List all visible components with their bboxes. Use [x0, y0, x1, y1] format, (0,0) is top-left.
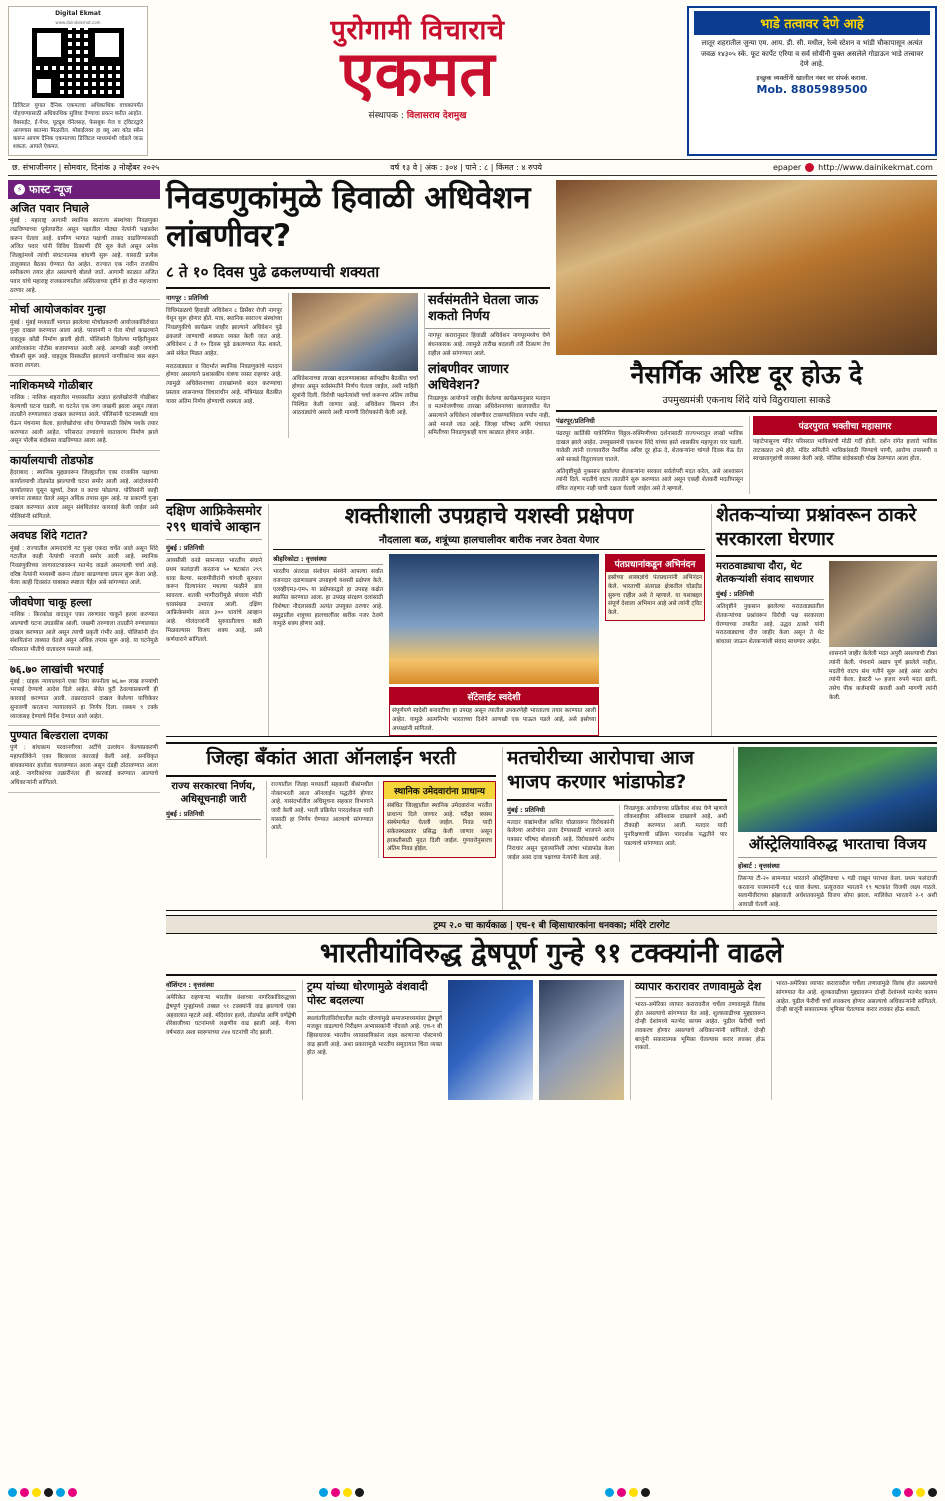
bank-headline: जिल्हा बँकांत आता ऑनलाईन भरती — [206, 747, 456, 770]
rocket-launch-photo — [389, 554, 599, 684]
satellite-story[interactable] — [268, 504, 705, 736]
ad-mobile-label: Mob. — [756, 82, 788, 96]
side-title: जीवघेणा चाकू हल्ला — [10, 595, 92, 609]
satellite-col-3 — [605, 554, 705, 736]
pandharpur-col-2 — [749, 416, 937, 494]
main-column — [166, 180, 937, 911]
list-item[interactable] — [8, 726, 160, 793]
fastnews-sidebar — [8, 180, 160, 911]
lead-col-3 — [424, 293, 550, 439]
bottom-sub1-body: स्थलांतरितांविरोधातील कठोर धोरणांमुळे समाजमाध्यमांवर द्वेषपूर्ण मजकूर वाढल्याचे निरीक्षण अभ्यासकांनी नोंदवले आहे. एच-१ बी व्हिसाधारक भारतीय व्यावसायिकांना लक्ष्य करणाऱ्या पोस्टमध्ये वाढ झाली आहे. अशा प्रकारामुळे भारतीय समुदायात चिंता व्यक्त होत आहे. — [307, 1015, 442, 1057]
list-item[interactable] — [8, 376, 160, 451]
ad-body: लातूर शहरातील जुन्या एम. आय. डी. सी. मधील, रेल्वे स्टेशन व भांडी चौकापासून अत्यंत जवळ १४३०५ स्के. फूट कार्पेट एरिया व सर्व सोयींनी युक्त असलेले गोडाऊन भाडे तत्त्वावर देणे आहे. — [700, 39, 924, 68]
page-content — [8, 180, 937, 911]
bjp-body-1: मतदार याद्यांमधील कथित घोळावरून विरोधकांनी केलेल्या आरोपांना उत्तर देण्यासाठी भाजपने आज पत्रकार परिषद बोलावली आहे. विरोधकांचे आरोप निराधार असून पुराव्यानिशी त्यांचा भांडाफोड केला जाईल असा दावा पक्षाच्या नेत्यांनी केला आहे. — [507, 819, 614, 861]
side-body: नाशिक : नाशिक शहरातील मध्यवस्तीत अज्ञात हल्लेखोरांनी गोळीबार केल्याची घटना घडली. या घटनेत एक जण जखमी झाला असून त्याला तातडीने रुग्णालयात दाखल करण्यात आले. पोलिसांनी घटनास्थळी धाव घेऊन पंचनामा केला. हल्लेखोरांचा शोध घेण्यासाठी विशेष पथके तयार करण्यात आली आहेत. परिसरात तणावाचे वातावरण निर्माण झाले असून पोलीस बंदोबस्त वाढविण्यात आला आहे. — [10, 394, 158, 445]
list-item[interactable] — [8, 451, 160, 526]
qr-caption: डिजिटल युगात दैनिक एकमतचा अधिकाधिक वाचकांपर्यंत पोहचण्यासाठी अधिकाधिक सुविधा देण्याचा प्रयत्न करीत आहोत. वेबसाईट, ई-पेपर, यूट्यूब चॅनेलसह, फेसबुक पेज व ट्विटरद्वारे आपणास बातम्या मिळतील. मोबाईलवर हा क्यू आर कोड स्कॅन करून आपण दैनिक एकमतच्या डिजिटल माध्यमांशी जोडले जाऊ शकता. आपले ऐकमत. — [13, 103, 143, 150]
lead-story — [166, 180, 937, 494]
qr-title: Digital Ekmat — [55, 10, 101, 17]
bottom-sub1-head: ट्रम्प यांच्या धोरणामुळे वंशवादी पोस्ट बदलल्या — [307, 980, 428, 1007]
bottom-col-2[interactable] — [302, 980, 442, 1100]
cb-group-mid1 — [319, 1488, 364, 1497]
side-title: अजित पवार निघाले — [10, 202, 89, 215]
cricket-body: तिसऱ्या टी-२० सामन्यात भारताने ऑस्ट्रेलियाचा ५ गडी राखून पराभव केला. प्रथम फलंदाजी करताना यजमानांनी १८६ धावा केल्या. प्रत्युत्तरात भारताने १९ षटकांत विजयी लक्ष्य गाठले. सलामीवीराच्या झंझावाती अर्धशतकामुळे विजय सोपा झाला. मालिकेत भारताने २-१ अशी आघाडी घेतली आहे. — [738, 876, 937, 909]
list-item[interactable] — [8, 660, 160, 727]
cb-group-right — [892, 1488, 937, 1497]
masthead-title: एकमत — [340, 37, 495, 110]
qr-code-icon[interactable] — [32, 28, 124, 99]
box-headline: पंतप्रधानांकडून अभिनंदन — [606, 555, 704, 572]
satellite-box-1 — [389, 687, 599, 736]
lead-col-2 — [288, 293, 418, 439]
page-title: निवडणुकांमुळे हिवाळी अधिवेशन लांबणीवर? — [166, 180, 531, 254]
lead-sub1-title: सर्वसंमतीने घेतला जाऊ शकतो निर्णय — [428, 292, 539, 324]
edition-infobar — [8, 159, 937, 176]
list-item[interactable] — [8, 526, 160, 593]
epaper-dot-icon — [805, 163, 814, 172]
satellite-body: भारतीय अंतराळ संशोधन संस्थेने आपल्या सर्वात वजनदार दळणवळण उपग्रहाचे यशस्वी प्रक्षेपण केले. एलव्हीएम३-एम५ या प्रक्षेपकाद्वारे हा उपग्रह कक्षेत स्थापित करण्यात आला. हा उपग्रह संरक्षण दलांसाठी विशेषतः नौदलासाठी अत्यंत उपयुक्त ठरणार आहे. समुद्रातील शत्रूच्या हालचालींवर बारीक नजर ठेवणे यामुळे शक्य होणार आहे. — [273, 569, 383, 628]
section-bottom — [166, 915, 937, 1100]
side-title: मोर्चा आयोजकांवर गुन्हा — [10, 303, 106, 317]
cricket-celebration-photo — [738, 747, 937, 832]
lead-subhead: ८ ते १० दिवस पुढे ढकलण्याची शक्यता — [166, 262, 550, 289]
side-title: नाशिकमध्ये गोळीबार — [10, 378, 93, 392]
photo-story-subhead: उपमुख्यमंत्री एकनाथ शिंदे यांचे विठुरायाला साकडे — [556, 393, 937, 412]
bjp-story[interactable] — [502, 747, 727, 910]
side-title: कार्यालयाची तोडफोड — [10, 454, 94, 467]
bottom-sub2-head: व्यापार करारावर तणावामुळे देश — [635, 980, 762, 994]
cricket-story[interactable] — [733, 747, 937, 910]
bottom-visa — [448, 980, 533, 1100]
epaper-label: epaper — [772, 163, 802, 172]
thackeray-body-2: शासनाने जाहीर केलेली मदत अपुरी असल्याची टीका त्यांनी केली. पंचनामे अद्याप पूर्ण झालेले नाहीत, मदतीचे वाटप संथ गतीने सुरू आहे असा आरोप त्यांनी केला. हेक्टरी ५० हजार रुपये मदत द्यावी, तसेच पीक कर्जमाफी करावी अशी मागणी त्यांनी केली. — [829, 651, 937, 701]
advertisement-box[interactable] — [687, 6, 937, 156]
bank-box-body: संबंधित जिल्ह्यातील स्थानिक उमेदवारांना भरतीत प्राधान्य दिले जाणार आहे. परीक्षा त्रयस्थ संस्थेमार्फत घेतली जाईल. निवड यादी संकेतस्थळावर प्रसिद्ध केली जाणार असून हरकतीसाठी मुदत दिली जाईल. गुणवत्तेनुसारच अंतिम निवड होईल. — [387, 803, 492, 853]
cricket-headline: ऑस्ट्रेलियाविरुद्ध भारताचा विजय — [748, 835, 927, 854]
satellite-headline: शक्तीशाली उपग्रहाचे यशस्वी प्रक्षेपण — [344, 503, 634, 529]
lead-sub1-body: नागपूर करारानुसार हिवाळी अधिवेशन नागपूरमध्येच घेणे बंधनकारक आहे. त्यामुळे तारीख बदलली तरी ठिकाण तेच राहील असे सांगण्यात आले. — [428, 333, 550, 357]
cricket-brief-head: दक्षिण आफ्रिकेसमोर २९९ धावांचे आव्हान — [166, 503, 262, 536]
pandharpur-body-3: पहाटेपासूनच मंदिर परिसरात भाविकांची मोठी गर्दी होती. दर्शन रांगेत हजारो भाविक ताटकळत उभे होते. मंदिर समितीने भाविकांसाठी पिण्याचे पाणी, आरोग्य तपासणी व स्वच्छतागृहांची व्यवस्था केली आहे. पोलिस बंदोबस्तही चोख ठेवण्यात आला होता. — [753, 439, 937, 463]
bank-story[interactable] — [166, 747, 496, 910]
thackeray-subhead: मराठवाड्याचा दौरा, थेट शेतकऱ्यांशी संवाद साधणार — [716, 561, 814, 585]
thackeray-body-1: अतिवृष्टीने नुकसान झालेल्या मराठवाड्यातील शेतकऱ्यांच्या प्रश्नांवरून विरोधी पक्ष सरकारला घेरण्याच्या तयारीत आहे. उद्धव ठाकरे यांनी मराठवाड्याचा दौरा जाहीर केला असून ते थेट बांधावर जाऊन शेतकऱ्यांशी संवाद साधणार आहेत. — [716, 604, 824, 646]
side-body: नाशिक : किरकोळ वादातून एका तरुणावर चाकूने हल्ला करण्यात आल्याची घटना उघडकीस आली. जखमी तरुणाला तातडीने रुग्णालयात दाखल करण्यात आले असून त्याची प्रकृती गंभीर आहे. पोलिसांनी दोन संशयितांना ताब्यात घेतले असून अधिक तपास सुरू आहे. या घटनेमुळे परिसरात भीतीचे वातावरण पसरले आहे. — [10, 612, 158, 653]
byline: मुंबई : प्रतिनिधी — [716, 589, 824, 600]
side-title: पुण्यात बिल्डराला दणका — [10, 729, 108, 743]
pandharpur-body-2: अतिवृष्टीमुळे नुकसान झालेल्या शेतकऱ्यांना सरकार सर्वतोपरी मदत करेल, असे आश्वासन त्यांनी दिले. मदतीचे वाटप तातडीने सुरू करण्यात आले असून एकही शेतकरी मदतीपासून वंचित राहणार नाही याची दक्षता घेतली जाईल असे ते म्हणाले. — [556, 468, 743, 493]
lightning-icon: ⚡ — [14, 184, 25, 195]
lead-body-1: विधिमंडळाचे हिवाळी अधिवेशन ८ डिसेंबर रोजी नागपूर येथून सुरू होणार होते. मात्र, स्थानिक स्वराज्य संस्थांच्या निवडणुकीचे कार्यक्रम जाहीर झाल्याने अधिवेशन पुढे ढकलले जाण्याची शक्यता व्यक्त केली जात आहे. अधिवेशन ८ ते १० दिवस पुढे ढकलण्यात येऊ शकते, असे संकेत मिळत आहेत. — [166, 307, 282, 358]
bottom-trump — [539, 980, 624, 1100]
pandharpur-body-1: पंढरपूर कार्तिकी यात्रेनिमित्त विठ्ठल-रुक्मिणीच्या दर्शनासाठी राज्यभरातून लाखो भाविक दाखल झाले आहेत. उपमुख्यमंत्री एकनाथ शिंदे यांच्या हस्ते शासकीय महापूजा पार पडली. यावेळी त्यांनी राज्यावरील नैसर्गिक अरिष्ट दूर होऊ दे, शेतकऱ्यांना चांगले दिवस येऊ देत असे साकडे विठुरायाला घातले. — [556, 431, 743, 464]
bank-body: राज्यातील जिल्हा मध्यवर्ती सहकारी बँकांमधील नोकरभरती आता ऑनलाईन पद्धतीने होणार आहे. यासंदर्भातील अधिसूचना सहकार विभागाने जारी केली आहे. भरती प्रक्रियेत पारदर्शकता यावी यासाठी हा निर्णय घेण्यात आल्याचे सांगण्यात आले. — [271, 782, 373, 832]
byline: होबार्ट : वृत्तसंस्था — [738, 861, 937, 872]
qr-box — [8, 6, 148, 156]
satellite-box-1-body: संपूर्णपणे स्वदेशी बनावटीचा हा उपग्रह असून त्यातील उपकरणेही भारतातच तयार करण्यात आली आहेत. यामुळे आत्मनिर्भर भारताच्या दिशेने आणखी एक पाऊल पडले आहे, असे इस्रोच्या अध्यक्षांनी सांगितले. — [392, 708, 596, 732]
byline: वॉशिंग्टन : वृत्तसंस्था — [166, 980, 296, 991]
lead-body-3: अधिवेशनाच्या तारखा बदलण्याबाबत सर्वपक्षीय बैठकीत चर्चा होणार असून सर्वसंमतीने निर्णय घेतला जाईल, अशी माहिती सूत्रांनी दिली. विरोधी पक्षनेत्यांशी चर्चा करूनच अंतिम तारीख निश्चित केली जाणार आहे. अधिवेशन किमान तीन आठवड्यांचे असावे अशी मागणी विरोधकांनी केली आहे. — [292, 375, 418, 417]
satellite-box-2 — [605, 554, 705, 620]
thackeray-headline: शेतकऱ्यांच्या प्रश्नांवरून ठाकरे सरकारला घेरणार — [716, 503, 917, 550]
fastnews-header — [8, 180, 160, 199]
edition-date: छ. संभाजीनगर | सोमवार, दिनांक ३ नोव्हेंबर २०२५ — [12, 163, 160, 172]
side-title: अवघड शिंदे गटात? — [10, 529, 88, 543]
visa-document-photo — [448, 980, 533, 1100]
section-satellite — [166, 499, 937, 737]
ad-mobile[interactable] — [694, 83, 930, 96]
bottom-strip: ट्रम्प २.० चा कार्यकाळ | एच-१ बी व्हिसाधारकांना धनवका; मंदिरे टारगेट — [166, 915, 937, 934]
lead-left — [166, 180, 550, 494]
ad-headline: भाडे तत्वावर देणे आहे — [694, 11, 930, 35]
side-body: पुणे : बांधकाम परवानगीच्या अटींचे उल्लंघन केल्याप्रकरणी महापालिकेने एका बिल्डरवर कारवाई केली आहे. अनधिकृत बांधकामावर हातोडा चालवण्यात आला असून दंडही ठोठावण्यात आला आहे. नागरिकांच्या तक्रारींनंतर ही कारवाई करण्यात आल्याचे अधिकाऱ्यांनी सांगितले. — [10, 745, 158, 787]
bjp-headline: मतचोरीच्या आरोपाचा आज भाजप करणार भांडाफोड? — [507, 747, 694, 794]
side-body: मुंबई : राज्यातील आमदारांचे गट पुन्हा एकदा चर्चेत आले असून शिंदे गटातील काही नेत्यांची नाराजी समोर आली आहे. स्थानिक निवडणुकीच्या जागावाटपावरून मतभेद वाढले असल्याची चर्चा आहे. वरिष्ठ नेत्यांनी मध्यस्थी करून तोडगा काढण्याचा प्रयत्न सुरू केला आहे. येत्या काही दिवसांत याबाबत स्पष्टता येईल असे सांगण्यात आले. — [10, 545, 158, 587]
list-item[interactable] — [8, 593, 160, 660]
founder-name: विलासराव देशमुख — [406, 110, 467, 121]
box-headline: सॅटेलाईट स्वदेशी — [390, 688, 598, 705]
donald-trump-photo — [539, 980, 624, 1100]
fastnews-label: फास्ट न्यूज — [29, 183, 72, 196]
cb-group-left — [8, 1488, 77, 1497]
section-bank — [166, 742, 937, 911]
photo-story-headline: नैसर्गिक अरिष्ट दूर होऊ दे — [630, 360, 863, 389]
assembly-building-photo — [292, 293, 418, 371]
bottom-body-extra: भारत-अमेरिका व्यापार करारावरील चर्चेला तणावामुळे विलंब होत असल्याचे सांगण्यात येत आहे. शुल्कवाढीच्या मुद्द्यावरून दोन्ही देशांमध्ये मतभेद कायम आहेत. पुढील फेरीची चर्चा लवकरच होणार असल्याचे अधिकाऱ्यांनी सांगितले. दोन्ही बाजूंनी सकारात्मक भूमिका घेतल्यास करार लवकर होऊ शकतो. — [776, 981, 937, 1014]
bottom-col-1 — [166, 980, 296, 1100]
ad-mobile-number: 8805989500 — [790, 82, 868, 96]
lead-body-2: मराठवाड्यात व विदर्भात स्थानिक निवडणुकांचे मतदान होणार असल्याने प्रशासकीय यंत्रणा व्यस्त राहणार आहे. त्यामुळे अधिवेशनाच्या तारखांमध्ये बदल करण्याचा प्रस्ताव शासनाच्या विचाराधीन आहे. मंत्रिमंडळ बैठकीत यावर अंतिम निर्णय होण्याची शक्यता आहे. — [166, 363, 282, 405]
title-block — [154, 6, 681, 156]
bjp-body-2: निवडणूक आयोगाच्या प्रक्रियेवर शंका घेणे म्हणजे लोकशाहीवर अविश्वास दाखवणे आहे, अशी टीकाही करण्यात आली. मतदार यादी पुनरिक्षणाची प्रक्रिया पारदर्शक पद्धतीने पार पडल्याचे सांगण्यात आले. — [624, 805, 727, 847]
bottom-col-3[interactable] — [630, 980, 765, 1100]
box-headline: पंढरपुरात भक्तीचा महासागर — [754, 417, 936, 434]
satellite-box-2-body: इस्रोच्या शास्त्रज्ञांचे पंतप्रधानांनी अभिनंदन केले. भारताची अंतराळ क्षेत्रातील घोडदौड सुरूच राहील असे ते म्हणाले. या यशाबद्दल संपूर्ण देशाला अभिमान आहे असे त्यांनी ट्विट केले. — [608, 575, 702, 616]
side-title: ७६.७० लाखांची भरपाई — [10, 662, 104, 676]
byline: मुंबई : प्रतिनिधी — [507, 805, 614, 816]
cb-group-mid2 — [605, 1488, 650, 1497]
edition-issue: वर्ष १३ वे | अंक : ३०४ | पाने : ८ | किंमत : ४ रुपये — [390, 163, 543, 172]
thackeray-story[interactable] — [711, 504, 937, 736]
byline: श्रीहरिकोटा : वृत्तसंस्था — [273, 554, 383, 565]
byline: मुंबई : प्रतिनिधी — [166, 543, 262, 554]
satellite-col-2 — [389, 554, 599, 736]
satellite-subhead: नौदलाला बळ, शत्रूंच्या हालचालीवर बारीक नजर ठेवता येणार — [273, 532, 705, 550]
founder-line — [154, 108, 681, 121]
side-body: मुंबई : महाराष्ट्र आगामी स्थानिक स्वराज्य संस्थांच्या निवडणुका लढविण्याच्या पूर्वतयारीत असून पक्षातील मोठ्या नेत्यांनी पक्षप्रवेश करून घेतला आहे. ग्रामीण भागात पक्षाची ताकद वाढविण्यासाठी अजित पवार यांनी विविध ठिकाणी दौरे सुरु केले असून अनेक जिल्ह्यांमध्ये त्यांची संघटनात्मक बांधणी सुरू आहे. यासाठी प्रत्येक तालुक्यात बैठका घेण्यात येत आहेत. राज्यात एक नवीन राजकीय समीकरण तयार होत असल्याचे बोलले जाते. आगामी काळात अजित पवार यांचे महाराष्ट्र राजकारणातील अस्तित्वाच्या दृष्टीने हा दौरा महत्त्वाचा ठरणार आहे. — [10, 218, 158, 294]
masthead-tagline: पुरोगामी विचाराचे — [330, 15, 505, 46]
byline: नागपूर : प्रतिनिधी — [166, 293, 282, 304]
lead-col-1 — [166, 293, 282, 439]
bottom-body: अमेरिकेत राहणाऱ्या भारतीय वंशाच्या नागरिकांविरुद्धच्या द्वेषपूर्ण गुन्ह्यांमध्ये तब्बल ९१ टक्क्यांनी वाढ झाल्याचे एका अहवालात म्हटले आहे. मंदिरांवर हल्ले, तोडफोड आणि वर्णद्वेषी शेरेबाजीच्या घटनांमध्ये लक्षणीय वाढ झाली आहे. गेल्या वर्षभरात अशा स्वरूपाच्या २४४ घटनांची नोंद झाली. — [166, 995, 296, 1036]
lead-right — [556, 180, 937, 494]
byline: मुंबई : प्रतिनिधी — [166, 809, 261, 820]
pandharpur-col-1 — [556, 416, 743, 494]
box-headline: स्थानिक उमेदवारांना प्राधान्य — [384, 782, 495, 799]
uddhav-thackeray-photo — [829, 561, 937, 647]
pandharpur-box — [753, 416, 937, 435]
side-body: हैदराबाद : स्थानिक मुद्द्यावरून जिल्ह्यातील एका राजकीय पक्षाच्या कार्यालयाची तोडफोड झाल्याची घटना समोर आली आहे. आंदोलकांनी कार्यालयात घुसून खुर्च्या, टेबल व काचा फोडल्या. पोलिसांनी काही जणांना ताब्यात घेतले असून अधिक तपास सुरू आहे. या प्रकरणी गुन्हा दाखल करण्यात आला असून संबंधितांवर कारवाई केली जाईल असे पोलिसांनी सांगितले. — [10, 470, 158, 520]
bank-subhead: राज्य सरकारचा निर्णय, अधिसूचनाही जारी — [171, 781, 256, 805]
bottom-col-4 — [771, 980, 937, 1100]
lead-sub2-title: लांबणीवर जाणार अधिवेशन? — [428, 362, 509, 394]
lead-sub2-body: निवडणूक आयोगाने जाहीर केलेल्या कार्यक्रमानुसार मतदान व मतमोजणीच्या तारखा अधिवेशनाच्या कालावधीत येत असल्याने अधिवेशन लांबणीवर टाकण्याशिवाय पर्याय नाही, असे मानले जात आहे. जिल्हा परिषद आणि पंचायत समितीच्या निवडणुकाही याच काळात होणार आहेत. — [428, 395, 550, 437]
byline: पंढरपूर/प्रतिनिधी — [556, 416, 743, 427]
epaper-link[interactable] — [773, 163, 933, 172]
website-url: http://www.dainikekmat.com — [818, 163, 933, 172]
masthead — [8, 6, 937, 156]
qr-subtitle: www.dainikekmat.com — [55, 19, 101, 25]
list-item[interactable] — [8, 300, 160, 375]
founder-label: संस्थापक : — [368, 110, 404, 121]
side-body: मुंबई : मुंबई मध्यवर्ती भागात झालेल्या मोर्चाप्रकरणी आयोजकांविरोधात गुन्हा दाखल करण्यात आला आहे. परवानगी न घेता मोर्चा काढल्याने वाहतूक कोंडी निर्माण झाली होती. पोलिसांनी दिलेल्या माहितीनुसार आयोजकांना नोटीस बजावण्यात आली आहे. आणखी काही जणांची चौकशी सुरू आहे. वाहतूक विस्कळीत झाल्याने नागरिकांना त्रास सहन करावा लागला. — [10, 319, 158, 369]
bottom-headline: भारतीयांविरुद्ध द्वेषपूर्ण गुन्हे ९१ टक्क्यांनी वाढले — [319, 937, 784, 969]
ad-call-note: इच्छुक व्यक्तींनी खालील नंबर वर संपर्क करावा. — [756, 73, 868, 82]
cricket-brief-body: आयसीसी वनडे सामन्यात भारतीय संघाने प्रथम फलंदाजी करताना ५० षटकांत २९९ धावा केल्या. सलामीवीरांनी चांगली सुरुवात करून दिल्यानंतर मधल्या फळीने डाव सावरला. शतकी भागीदारीमुळे संघाला मोठी धावसंख्या उभारता आली. दक्षिण आफ्रिकेसमोर आता ३०० धावांचे आव्हान आहे. गोलंदाजांनी सुरुवातीलाच बळी मिळवल्यास विजय शक्य आहे, असे कर्णधाराने सांगितले. — [166, 558, 262, 643]
bottom-sub2-body: भारत-अमेरिका व्यापार करारावरील चर्चेला तणावामुळे विलंब होत असल्याचे सांगण्यात येत आहे. शुल्कवाढीच्या मुद्द्यावरून दोन्ही देशांमध्ये मतभेद कायम आहेत. पुढील फेरीची चर्चा लवकरच होणार असल्याचे अधिकाऱ्यांनी सांगितले. दोन्ही बाजूंनी सकारात्मक भूमिका घेतल्यास करार लवकर होऊ शकतो. — [635, 1001, 765, 1052]
side-body: मुंबई : ग्राहक न्यायालयाने एका विमा कंपनीला ७६.७० लाख रुपयांची भरपाई देण्याचे आदेश दिले आहेत. सेवेत त्रुटी ठेवल्याप्रकरणी ही कारवाई करण्यात आली. तक्रारदाराने दाखल केलेल्या याचिकेवर सुनावणी करताना न्यायालयाने हा निर्णय दिला. रक्कम ९ टक्के व्याजासह देण्याचे निर्देश देण्यात आले आहेत. — [10, 678, 158, 720]
pandharpur-temple-photo — [556, 180, 937, 355]
list-item[interactable] — [8, 199, 160, 300]
satellite-col-1 — [273, 554, 383, 736]
cricket-brief[interactable] — [166, 504, 262, 736]
color-registration-bar — [8, 1488, 937, 1497]
bank-box — [383, 781, 496, 858]
